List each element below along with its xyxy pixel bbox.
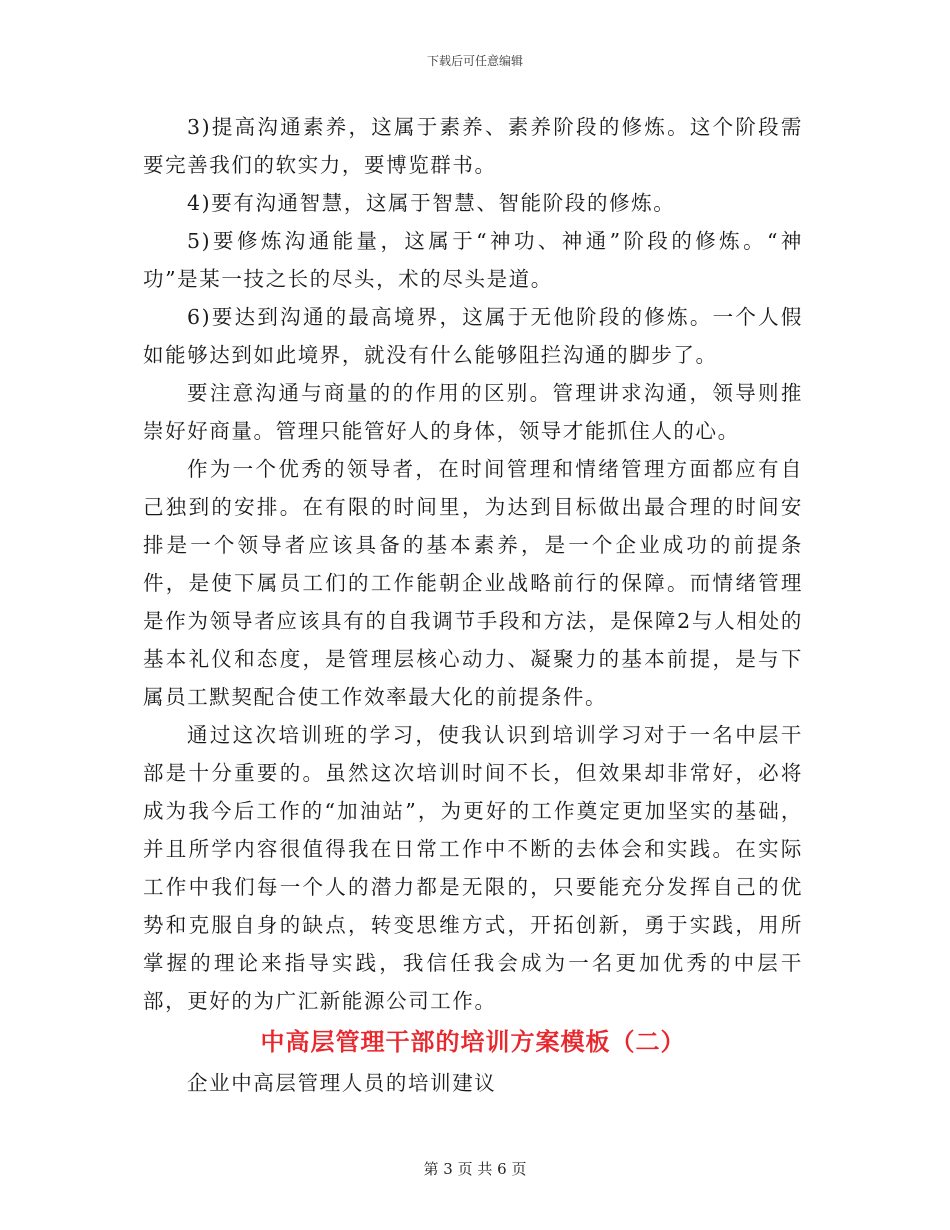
paragraph-time-emotion-management: 作为一个优秀的领导者，在时间管理和情绪管理方面都应有自己独到的安排。在有限的时间里，为达到目标做出最合理的时间安排是一个领导者应该具备的基本素养，是一个企业成功的前提条件，是使下属员工们的工作能朝企业战略前行的保障。而情绪管理是作为领导者应该具有的自我调节手段和方法，是保障2与人相处的基本礼仪和态度，是管理层核心动力、凝聚力的基本前提，是与下属员工默契配合使工作效率最大化的前提条件。	[143, 457, 803, 709]
paragraph-item-3: 3)提高沟通素养，这属于素养、素养阶段的修炼。这个阶段需要完善我们的软实力，要博览群书。	[143, 115, 803, 177]
section-heading: 中高层管理干部的培训方案模板（二）	[260, 1027, 686, 1056]
paragraph-item-4: 4)要有沟通智慧，这属于智慧、智能阶段的修炼。	[187, 191, 676, 215]
paragraph-item-6: 6)要达到沟通的最高境界，这属于无他阶段的修炼。一个人假如能够达到如此境界，就没有什么能够阻拦沟通的脚步了。	[143, 305, 803, 367]
paragraph-item-5: 5)要修炼沟通能量，这属于“神功、神通”阶段的修炼。“神功”是某一技之长的尽头，术的尽头是道。	[143, 229, 803, 291]
document-body	[143, 108, 803, 1102]
section-intro: 企业中高层管理人员的培训建议	[187, 1071, 497, 1095]
paragraph-training-reflection: 通过这次培训班的学习，使我认识到培训学习对于一名中层干部是十分重要的。虽然这次培训时间不长，但效果却非常好，必将成为我今后工作的“加油站”，为更好的工作奠定更加坚实的基础，并且所学内容很值得我在日常工作中不断的去体会和实践。在实际工作中我们每一个人的潜力都是无限的，只要能充分发挥自己的优势和克服自身的缺点，转变思维方式，开拓创新，勇于实践，用所掌握的理论来指导实践，我信任我会成为一名更加优秀的中层干部，更好的为广汇新能源公司工作。	[143, 723, 803, 1013]
paragraph-communication-vs-negotiation: 要注意沟通与商量的的作用的区别。管理讲求沟通，领导则推崇好好商量。管理只能管好人的身体，领导才能抓住人的心。	[143, 381, 803, 443]
page-header: 下载后可任意编辑	[426, 54, 523, 68]
page-number: 第 3 页 共 6 页	[423, 1160, 527, 1178]
